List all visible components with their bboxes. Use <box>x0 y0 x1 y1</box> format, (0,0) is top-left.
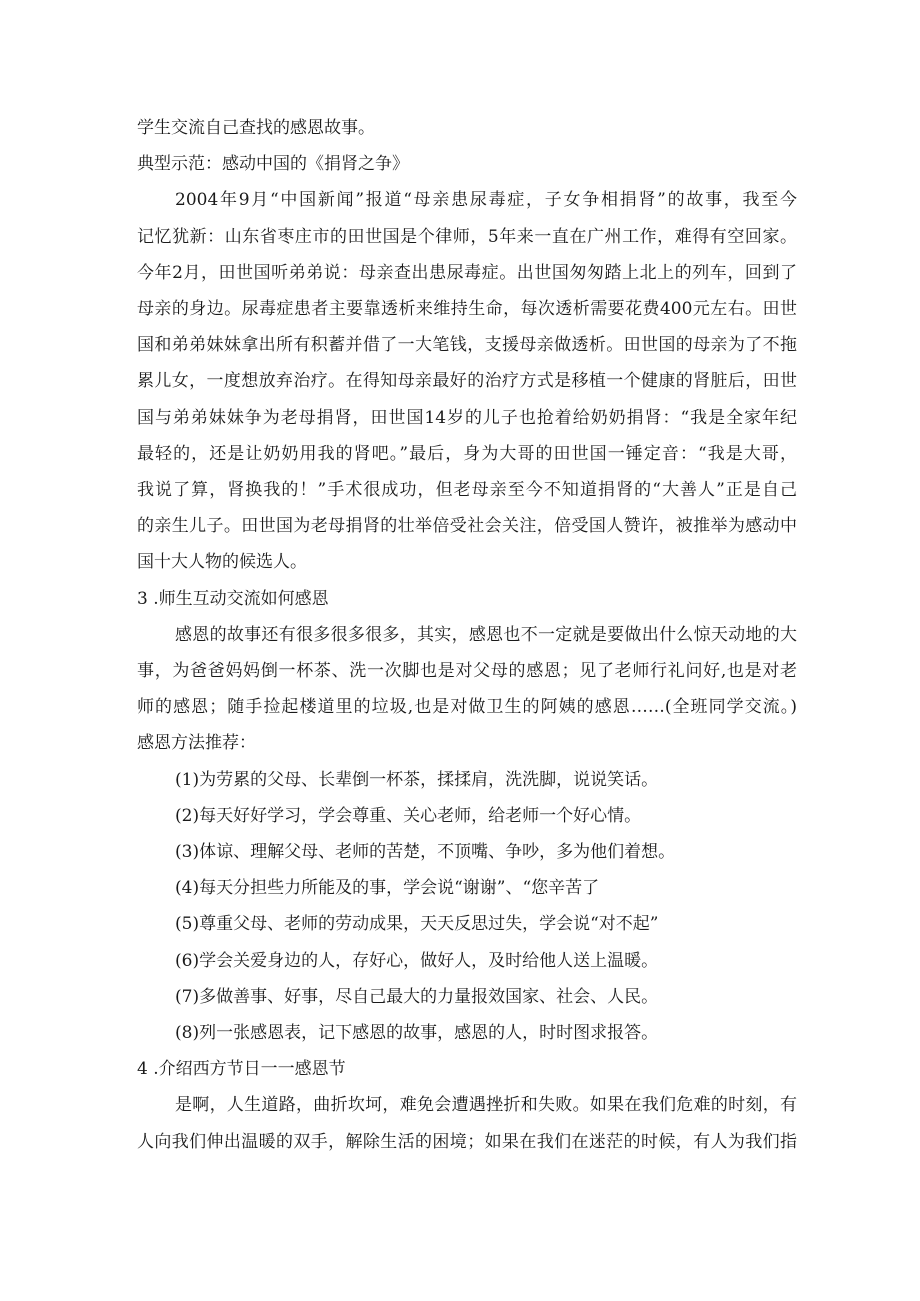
text-line: 的亲生儿子。田世国为老母捐肾的壮举倍受社会关注，倍受国人赞许，被推举为感动中 <box>137 516 797 536</box>
method-item: (7)多做善事、好事，尽自己最大的力量报效国家、社会、人民。 <box>175 987 659 1007</box>
method-item: (6)学会关爱身边的人，存好心，做好人，及时给他人送上温暖。 <box>175 951 659 971</box>
section-heading-4: 4 .介绍西方节日一一感恩节 <box>137 1059 346 1079</box>
text-line: 是啊，人生道路，曲折坎坷，难免会遭遇挫折和失败。如果在我们危难的时刻，有 <box>175 1095 797 1115</box>
text-line: 国与弟弟妹妹争为老母捐肾，田世国14岁的儿子也抢着给奶奶捐肾：“我是全家年纪 <box>137 408 797 428</box>
text-line: 学生交流自己查找的感恩故事。 <box>137 118 375 138</box>
method-item: (5)尊重父母、老师的劳动成果，天天反思过失，学会说“对不起” <box>175 914 659 934</box>
method-item: (8)列一张感恩表，记下感恩的故事，感恩的人，时时图求报答。 <box>175 1023 659 1043</box>
section-heading-3: 3 .师生互动交流如何感恩 <box>137 589 329 609</box>
text-line: 记忆犹新：山东省枣庄市的田世国是个律师，5年来一直在广州工作，难得有空回家。 <box>137 227 797 247</box>
text-line: 事，为爸爸妈妈倒一杯茶、洗一次脚也是对父母的感恩；见了老师行礼问好,也是对老 <box>137 661 797 681</box>
text-line: 累儿女，一度想放弃治疗。在得知母亲最好的治疗方式是移植一个健康的肾脏后，田世 <box>137 371 797 391</box>
example-heading: 典型示范：感动中国的《捐肾之争》 <box>137 154 409 174</box>
method-item: (1)为劳累的父母、长辈倒一杯茶，揉揉肩，洗洗脚，说说笑话。 <box>175 770 659 790</box>
text-line: 我说了算，肾换我的！”手术很成功，但老母亲至今不知道捐肾的“大善人”正是自己 <box>137 480 797 500</box>
text-line: 人向我们伸出温暖的双手，解除生活的困境；如果在我们在迷茫的时候，有人为我们指 <box>137 1132 797 1152</box>
text-line: 最轻的，还是让奶奶用我的肾吧。”最后，身为大哥的田世国一锤定音：“我是大哥， <box>137 444 797 464</box>
text-line: 师的感恩；随手捡起楼道里的垃圾,也是对做卫生的阿姨的感恩……(全班同学交流。) <box>137 697 797 717</box>
text-line: 国和弟弟妹妹拿出所有积蓄并借了一大笔钱，支援母亲做透析。田世国的母亲为了不拖 <box>137 335 797 355</box>
text-line: 今年2月，田世国听弟弟说：母亲查出患尿毒症。出世国匆匆踏上北上的列车，回到了 <box>137 263 797 283</box>
method-item: (2)每天好好学习，学会尊重、关心老师，给老师一个好心情。 <box>175 806 642 826</box>
text-line: 2004年9月“中国新闻”报道“母亲患尿毒症，子女争相捐肾”的故事，我至今 <box>175 190 797 210</box>
method-item: (4)每天分担些力所能及的事，学会说“谢谢”、“您辛苦了 <box>175 878 600 898</box>
text-line: 母亲的身边。尿毒症患者主要靠透析来维持生命，每次透析需要花费400元左右。田世 <box>137 299 797 319</box>
text-line: 感恩的故事还有很多很多很多，其实，感恩也不一定就是要做出什么惊天动地的大 <box>175 625 797 645</box>
methods-heading: 感恩方法推荐： <box>137 733 256 753</box>
method-item: (3)体谅、理解父母、老师的苦楚，不顶嘴、争吵，多为他们着想。 <box>175 842 676 862</box>
text-line: 国十大人物的候选人。 <box>137 552 307 572</box>
